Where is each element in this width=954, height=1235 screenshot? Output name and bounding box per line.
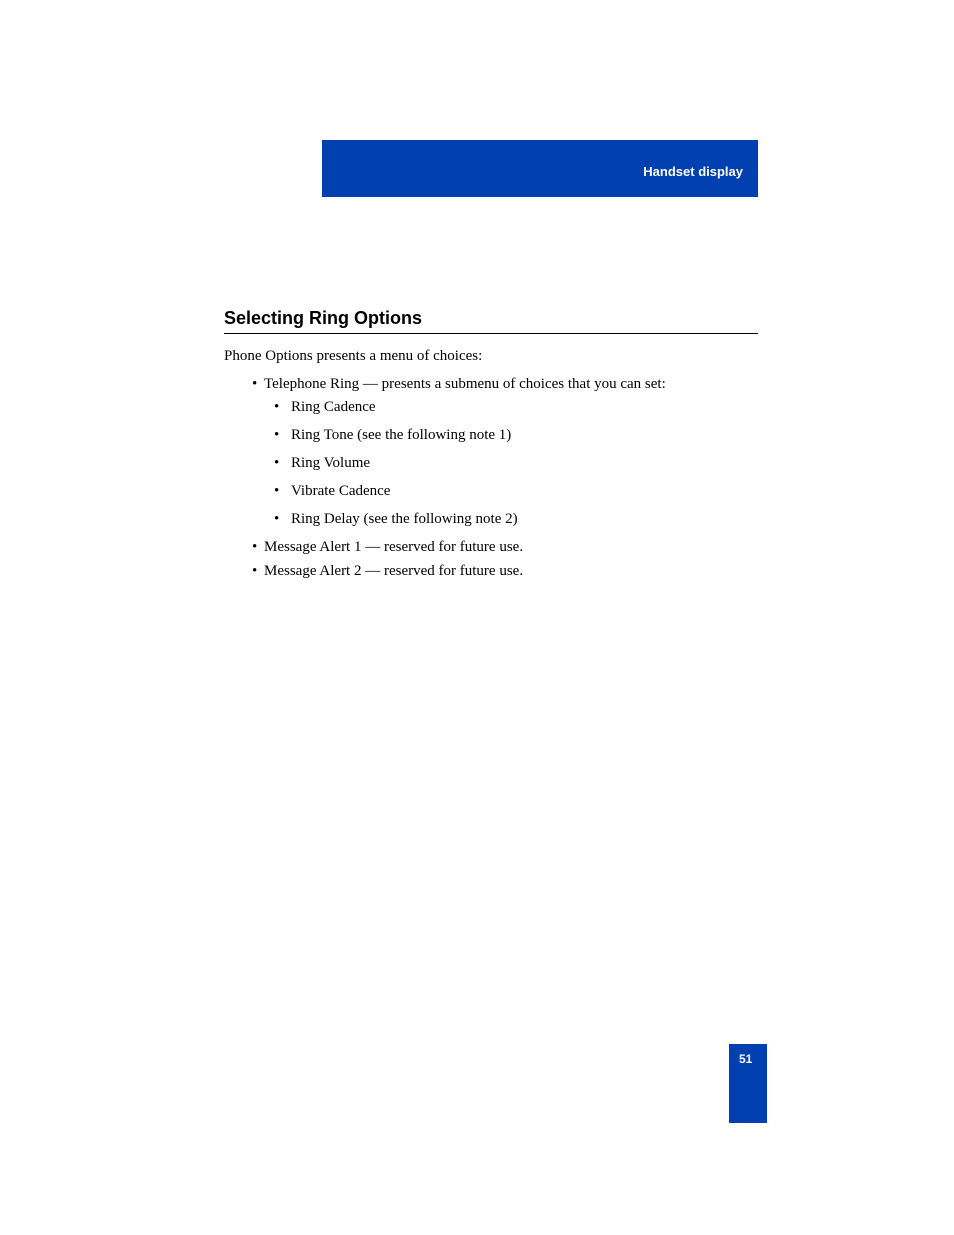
bullet: • [274,483,280,499]
sub-list-item [274,454,370,472]
list-item [252,538,523,556]
list-item-text: Telephone Ring — presents a submenu of choices that you can set: [264,376,666,392]
sub-list-item-text: Ring Tone (see the following note 1) [291,427,512,443]
bullet: • [252,539,258,555]
sub-list-item-text: Ring Delay (see the following note 2) [291,511,518,527]
sub-list-item-text: Vibrate Cadence [291,483,391,499]
sub-list-item [274,398,376,416]
sub-list-item-text: Ring Cadence [291,399,376,415]
sub-list-item-text: Ring Volume [291,455,371,471]
section-title: Selecting Ring Options [224,308,423,328]
page-number-tab [729,1044,767,1123]
bullet: • [274,427,280,443]
bullet: • [274,511,280,527]
list-item [252,562,523,580]
bullet: • [252,563,258,579]
bullet: • [274,399,280,415]
page-number: 51 [739,1052,753,1066]
bullet: • [274,455,280,471]
list-item-text: Message Alert 1 — reserved for future use. [264,539,524,555]
header-title: Handset display [643,164,743,179]
bullet: • [252,376,258,392]
section-divider [224,333,758,334]
list-item [252,375,666,393]
intro-text: Phone Options presents a menu of choices: [224,348,483,364]
sub-list-item [274,510,518,528]
list-item-text: Message Alert 2 — reserved for future use. [264,563,524,579]
sub-list-item [274,426,511,444]
header-band [322,140,758,197]
sub-list-item [274,482,390,500]
